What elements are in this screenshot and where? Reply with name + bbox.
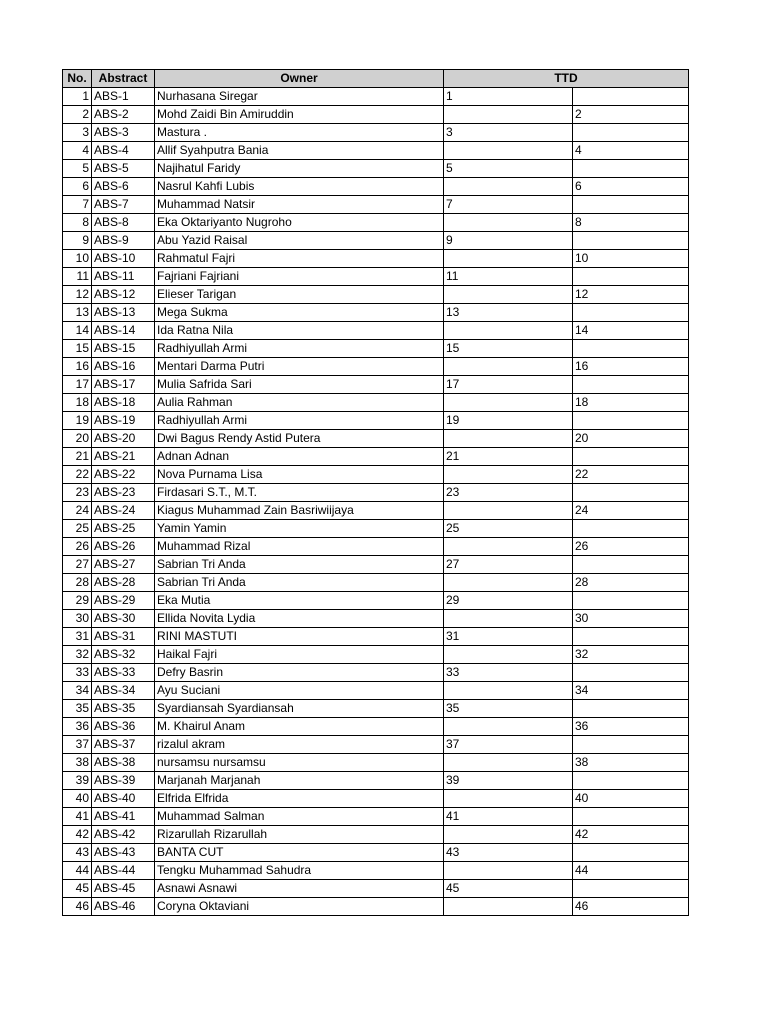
cell-owner: Haikal Fajri xyxy=(155,646,444,664)
header-no: No. xyxy=(63,70,92,88)
cell-abstract: ABS-42 xyxy=(92,826,155,844)
cell-owner: Kiagus Muhammad Zain Basriwiijaya xyxy=(155,502,444,520)
cell-no: 11 xyxy=(63,268,92,286)
table-row xyxy=(63,358,689,376)
cell-ttd-left: 9 xyxy=(444,232,573,250)
cell-owner: Mulia Safrida Sari xyxy=(155,376,444,394)
cell-no: 42 xyxy=(63,826,92,844)
table-row xyxy=(63,196,689,214)
table-row xyxy=(63,754,689,772)
table-row xyxy=(63,232,689,250)
cell-ttd-right xyxy=(573,88,689,106)
cell-ttd-right: 6 xyxy=(573,178,689,196)
cell-ttd-left: 33 xyxy=(444,664,573,682)
cell-abstract: ABS-5 xyxy=(92,160,155,178)
cell-ttd-right xyxy=(573,448,689,466)
cell-no: 24 xyxy=(63,502,92,520)
table-row xyxy=(63,592,689,610)
cell-owner: Aulia Rahman xyxy=(155,394,444,412)
cell-owner: Mastura . xyxy=(155,124,444,142)
cell-ttd-left xyxy=(444,106,573,124)
table-row xyxy=(63,538,689,556)
cell-owner: Sabrian Tri Anda xyxy=(155,574,444,592)
cell-ttd-left: 45 xyxy=(444,880,573,898)
table-body xyxy=(63,88,689,916)
cell-abstract: ABS-40 xyxy=(92,790,155,808)
cell-owner: Muhammad Rizal xyxy=(155,538,444,556)
header-owner: Owner xyxy=(155,70,444,88)
cell-ttd-right xyxy=(573,628,689,646)
cell-abstract: ABS-21 xyxy=(92,448,155,466)
table-row xyxy=(63,142,689,160)
cell-ttd-right xyxy=(573,772,689,790)
cell-ttd-right: 2 xyxy=(573,106,689,124)
cell-abstract: ABS-22 xyxy=(92,466,155,484)
cell-ttd-left xyxy=(444,178,573,196)
cell-ttd-left: 23 xyxy=(444,484,573,502)
cell-no: 6 xyxy=(63,178,92,196)
table-row xyxy=(63,124,689,142)
cell-abstract: ABS-35 xyxy=(92,700,155,718)
cell-ttd-right xyxy=(573,376,689,394)
cell-owner: Yamin Yamin xyxy=(155,520,444,538)
cell-ttd-left: 41 xyxy=(444,808,573,826)
cell-ttd-right xyxy=(573,664,689,682)
cell-no: 36 xyxy=(63,718,92,736)
cell-abstract: ABS-8 xyxy=(92,214,155,232)
cell-no: 46 xyxy=(63,898,92,916)
signature-table xyxy=(62,69,689,916)
table-row xyxy=(63,790,689,808)
cell-abstract: ABS-26 xyxy=(92,538,155,556)
cell-abstract: ABS-12 xyxy=(92,286,155,304)
cell-no: 28 xyxy=(63,574,92,592)
cell-ttd-right xyxy=(573,520,689,538)
cell-ttd-right: 8 xyxy=(573,214,689,232)
cell-ttd-left: 39 xyxy=(444,772,573,790)
table-row xyxy=(63,430,689,448)
cell-ttd-right: 32 xyxy=(573,646,689,664)
cell-owner: Nasrul Kahfi Lubis xyxy=(155,178,444,196)
table-row xyxy=(63,772,689,790)
cell-abstract: ABS-9 xyxy=(92,232,155,250)
cell-owner: Adnan Adnan xyxy=(155,448,444,466)
cell-ttd-right: 42 xyxy=(573,826,689,844)
cell-no: 5 xyxy=(63,160,92,178)
cell-ttd-left: 11 xyxy=(444,268,573,286)
cell-ttd-right: 40 xyxy=(573,790,689,808)
cell-ttd-right xyxy=(573,844,689,862)
cell-no: 8 xyxy=(63,214,92,232)
cell-no: 40 xyxy=(63,790,92,808)
cell-owner: Fajriani Fajriani xyxy=(155,268,444,286)
cell-abstract: ABS-30 xyxy=(92,610,155,628)
cell-owner: Asnawi Asnawi xyxy=(155,880,444,898)
cell-ttd-left: 31 xyxy=(444,628,573,646)
cell-ttd-right: 30 xyxy=(573,610,689,628)
cell-abstract: ABS-29 xyxy=(92,592,155,610)
cell-no: 19 xyxy=(63,412,92,430)
cell-no: 3 xyxy=(63,124,92,142)
table-row xyxy=(63,808,689,826)
table-row xyxy=(63,214,689,232)
cell-ttd-right: 10 xyxy=(573,250,689,268)
cell-ttd-left: 29 xyxy=(444,592,573,610)
cell-owner: Firdasari S.T., M.T. xyxy=(155,484,444,502)
cell-ttd-right: 20 xyxy=(573,430,689,448)
cell-owner: Tengku Muhammad Sahudra xyxy=(155,862,444,880)
cell-ttd-right xyxy=(573,880,689,898)
cell-ttd-left xyxy=(444,610,573,628)
cell-ttd-left xyxy=(444,286,573,304)
table-row xyxy=(63,484,689,502)
cell-ttd-right: 34 xyxy=(573,682,689,700)
cell-no: 14 xyxy=(63,322,92,340)
cell-ttd-left xyxy=(444,358,573,376)
cell-owner: Eka Oktariyanto Nugroho xyxy=(155,214,444,232)
cell-no: 29 xyxy=(63,592,92,610)
table-row xyxy=(63,286,689,304)
table-row xyxy=(63,628,689,646)
table-row xyxy=(63,268,689,286)
cell-ttd-left: 7 xyxy=(444,196,573,214)
cell-owner: Abu Yazid Raisal xyxy=(155,232,444,250)
cell-abstract: ABS-16 xyxy=(92,358,155,376)
cell-no: 39 xyxy=(63,772,92,790)
cell-ttd-left xyxy=(444,898,573,916)
cell-abstract: ABS-31 xyxy=(92,628,155,646)
cell-owner: Elieser Tarigan xyxy=(155,286,444,304)
cell-abstract: ABS-7 xyxy=(92,196,155,214)
cell-abstract: ABS-10 xyxy=(92,250,155,268)
cell-owner: rizalul akram xyxy=(155,736,444,754)
cell-ttd-left xyxy=(444,214,573,232)
cell-no: 16 xyxy=(63,358,92,376)
table-row xyxy=(63,394,689,412)
cell-owner: Mega Sukma xyxy=(155,304,444,322)
table-row xyxy=(63,682,689,700)
cell-no: 43 xyxy=(63,844,92,862)
cell-ttd-right: 22 xyxy=(573,466,689,484)
cell-no: 38 xyxy=(63,754,92,772)
table-row xyxy=(63,736,689,754)
cell-no: 34 xyxy=(63,682,92,700)
cell-abstract: ABS-34 xyxy=(92,682,155,700)
cell-owner: Mentari Darma Putri xyxy=(155,358,444,376)
cell-abstract: ABS-41 xyxy=(92,808,155,826)
table-row xyxy=(63,466,689,484)
cell-ttd-right: 36 xyxy=(573,718,689,736)
table-row xyxy=(63,700,689,718)
cell-no: 20 xyxy=(63,430,92,448)
cell-owner: Sabrian Tri Anda xyxy=(155,556,444,574)
cell-abstract: ABS-1 xyxy=(92,88,155,106)
cell-owner: Nova Purnama Lisa xyxy=(155,466,444,484)
cell-abstract: ABS-38 xyxy=(92,754,155,772)
cell-ttd-right xyxy=(573,412,689,430)
cell-no: 37 xyxy=(63,736,92,754)
cell-ttd-right: 4 xyxy=(573,142,689,160)
cell-ttd-left: 25 xyxy=(444,520,573,538)
cell-owner: Syardiansah Syardiansah xyxy=(155,700,444,718)
cell-abstract: ABS-39 xyxy=(92,772,155,790)
cell-no: 12 xyxy=(63,286,92,304)
cell-no: 18 xyxy=(63,394,92,412)
cell-no: 33 xyxy=(63,664,92,682)
cell-no: 35 xyxy=(63,700,92,718)
cell-ttd-left: 15 xyxy=(444,340,573,358)
cell-ttd-right xyxy=(573,160,689,178)
cell-ttd-right xyxy=(573,484,689,502)
cell-ttd-right xyxy=(573,124,689,142)
cell-ttd-left xyxy=(444,574,573,592)
cell-ttd-left xyxy=(444,826,573,844)
cell-owner: Allif Syahputra Bania xyxy=(155,142,444,160)
cell-ttd-left xyxy=(444,646,573,664)
table-row xyxy=(63,862,689,880)
cell-owner: Nurhasana Siregar xyxy=(155,88,444,106)
cell-owner: Mohd Zaidi Bin Amiruddin xyxy=(155,106,444,124)
cell-owner: Elfrida Elfrida xyxy=(155,790,444,808)
cell-no: 44 xyxy=(63,862,92,880)
cell-abstract: ABS-20 xyxy=(92,430,155,448)
cell-ttd-left xyxy=(444,682,573,700)
table-row xyxy=(63,646,689,664)
cell-abstract: ABS-27 xyxy=(92,556,155,574)
cell-ttd-left xyxy=(444,322,573,340)
cell-abstract: ABS-46 xyxy=(92,898,155,916)
table-row xyxy=(63,448,689,466)
cell-ttd-left: 19 xyxy=(444,412,573,430)
cell-no: 45 xyxy=(63,880,92,898)
cell-no: 22 xyxy=(63,466,92,484)
cell-ttd-left xyxy=(444,466,573,484)
cell-abstract: ABS-19 xyxy=(92,412,155,430)
table-row xyxy=(63,322,689,340)
cell-ttd-left xyxy=(444,430,573,448)
cell-ttd-left: 5 xyxy=(444,160,573,178)
cell-ttd-left xyxy=(444,718,573,736)
cell-abstract: ABS-33 xyxy=(92,664,155,682)
cell-owner: Ida Ratna Nila xyxy=(155,322,444,340)
cell-owner: BANTA CUT xyxy=(155,844,444,862)
cell-ttd-right: 12 xyxy=(573,286,689,304)
cell-ttd-left: 13 xyxy=(444,304,573,322)
cell-ttd-right: 44 xyxy=(573,862,689,880)
cell-no: 4 xyxy=(63,142,92,160)
table-row xyxy=(63,304,689,322)
header-abstract: Abstract xyxy=(92,70,155,88)
cell-ttd-right: 24 xyxy=(573,502,689,520)
cell-no: 41 xyxy=(63,808,92,826)
cell-abstract: ABS-37 xyxy=(92,736,155,754)
cell-ttd-right xyxy=(573,592,689,610)
cell-no: 7 xyxy=(63,196,92,214)
cell-no: 17 xyxy=(63,376,92,394)
cell-ttd-right: 38 xyxy=(573,754,689,772)
cell-abstract: ABS-24 xyxy=(92,502,155,520)
cell-owner: Eka Mutia xyxy=(155,592,444,610)
cell-no: 13 xyxy=(63,304,92,322)
cell-ttd-left: 43 xyxy=(444,844,573,862)
cell-no: 10 xyxy=(63,250,92,268)
table-row xyxy=(63,610,689,628)
cell-abstract: ABS-32 xyxy=(92,646,155,664)
cell-abstract: ABS-44 xyxy=(92,862,155,880)
cell-owner: Muhammad Salman xyxy=(155,808,444,826)
table-row xyxy=(63,376,689,394)
cell-abstract: ABS-11 xyxy=(92,268,155,286)
cell-no: 31 xyxy=(63,628,92,646)
cell-owner: nursamsu nursamsu xyxy=(155,754,444,772)
table-row xyxy=(63,556,689,574)
cell-ttd-left: 17 xyxy=(444,376,573,394)
cell-ttd-right: 18 xyxy=(573,394,689,412)
cell-ttd-right: 16 xyxy=(573,358,689,376)
table-row xyxy=(63,898,689,916)
cell-owner: Defry Basrin xyxy=(155,664,444,682)
cell-ttd-left xyxy=(444,142,573,160)
cell-owner: Radhiyullah Armi xyxy=(155,340,444,358)
cell-ttd-left: 37 xyxy=(444,736,573,754)
cell-owner: Ellida Novita Lydia xyxy=(155,610,444,628)
cell-ttd-right xyxy=(573,736,689,754)
cell-abstract: ABS-2 xyxy=(92,106,155,124)
table-row xyxy=(63,574,689,592)
cell-abstract: ABS-43 xyxy=(92,844,155,862)
cell-no: 27 xyxy=(63,556,92,574)
cell-abstract: ABS-6 xyxy=(92,178,155,196)
table-row xyxy=(63,340,689,358)
table-row xyxy=(63,664,689,682)
cell-abstract: ABS-18 xyxy=(92,394,155,412)
table-row xyxy=(63,178,689,196)
cell-ttd-right: 26 xyxy=(573,538,689,556)
cell-ttd-right xyxy=(573,556,689,574)
cell-abstract: ABS-13 xyxy=(92,304,155,322)
table-row xyxy=(63,880,689,898)
cell-ttd-right xyxy=(573,268,689,286)
cell-ttd-left xyxy=(444,538,573,556)
cell-ttd-right xyxy=(573,232,689,250)
header-ttd: TTD xyxy=(444,70,689,88)
cell-abstract: ABS-15 xyxy=(92,340,155,358)
cell-no: 2 xyxy=(63,106,92,124)
cell-ttd-left: 3 xyxy=(444,124,573,142)
cell-ttd-left xyxy=(444,862,573,880)
cell-owner: Rahmatul Fajri xyxy=(155,250,444,268)
cell-ttd-left xyxy=(444,502,573,520)
cell-owner: M. Khairul Anam xyxy=(155,718,444,736)
cell-ttd-left: 35 xyxy=(444,700,573,718)
table-row xyxy=(63,826,689,844)
cell-abstract: ABS-28 xyxy=(92,574,155,592)
cell-ttd-left: 21 xyxy=(444,448,573,466)
cell-owner: Marjanah Marjanah xyxy=(155,772,444,790)
table-row xyxy=(63,106,689,124)
cell-no: 25 xyxy=(63,520,92,538)
cell-abstract: ABS-25 xyxy=(92,520,155,538)
cell-no: 1 xyxy=(63,88,92,106)
table-row xyxy=(63,250,689,268)
cell-abstract: ABS-4 xyxy=(92,142,155,160)
table-row xyxy=(63,718,689,736)
cell-ttd-left: 27 xyxy=(444,556,573,574)
cell-owner: Muhammad Natsir xyxy=(155,196,444,214)
header-row xyxy=(63,70,689,88)
cell-abstract: ABS-3 xyxy=(92,124,155,142)
cell-ttd-right xyxy=(573,340,689,358)
cell-ttd-left xyxy=(444,394,573,412)
cell-owner: Ayu Suciani xyxy=(155,682,444,700)
cell-ttd-right: 28 xyxy=(573,574,689,592)
table-row xyxy=(63,160,689,178)
cell-no: 21 xyxy=(63,448,92,466)
table-row xyxy=(63,502,689,520)
cell-abstract: ABS-23 xyxy=(92,484,155,502)
cell-ttd-left xyxy=(444,250,573,268)
cell-ttd-right xyxy=(573,808,689,826)
cell-ttd-right xyxy=(573,304,689,322)
cell-ttd-left xyxy=(444,754,573,772)
cell-abstract: ABS-36 xyxy=(92,718,155,736)
cell-owner: Dwi Bagus Rendy Astid Putera xyxy=(155,430,444,448)
cell-ttd-right xyxy=(573,196,689,214)
cell-owner: Rizarullah Rizarullah xyxy=(155,826,444,844)
table-row xyxy=(63,412,689,430)
cell-owner: Radhiyullah Armi xyxy=(155,412,444,430)
cell-no: 26 xyxy=(63,538,92,556)
cell-owner: Coryna Oktaviani xyxy=(155,898,444,916)
cell-abstract: ABS-14 xyxy=(92,322,155,340)
table-row xyxy=(63,844,689,862)
cell-ttd-right: 46 xyxy=(573,898,689,916)
cell-owner: RINI MASTUTI xyxy=(155,628,444,646)
table-row xyxy=(63,520,689,538)
table-row xyxy=(63,88,689,106)
cell-no: 9 xyxy=(63,232,92,250)
cell-no: 15 xyxy=(63,340,92,358)
cell-ttd-right xyxy=(573,700,689,718)
cell-ttd-right: 14 xyxy=(573,322,689,340)
cell-no: 23 xyxy=(63,484,92,502)
cell-abstract: ABS-45 xyxy=(92,880,155,898)
cell-abstract: ABS-17 xyxy=(92,376,155,394)
cell-ttd-left xyxy=(444,790,573,808)
cell-ttd-left: 1 xyxy=(444,88,573,106)
cell-owner: Najihatul Faridy xyxy=(155,160,444,178)
cell-no: 30 xyxy=(63,610,92,628)
cell-no: 32 xyxy=(63,646,92,664)
